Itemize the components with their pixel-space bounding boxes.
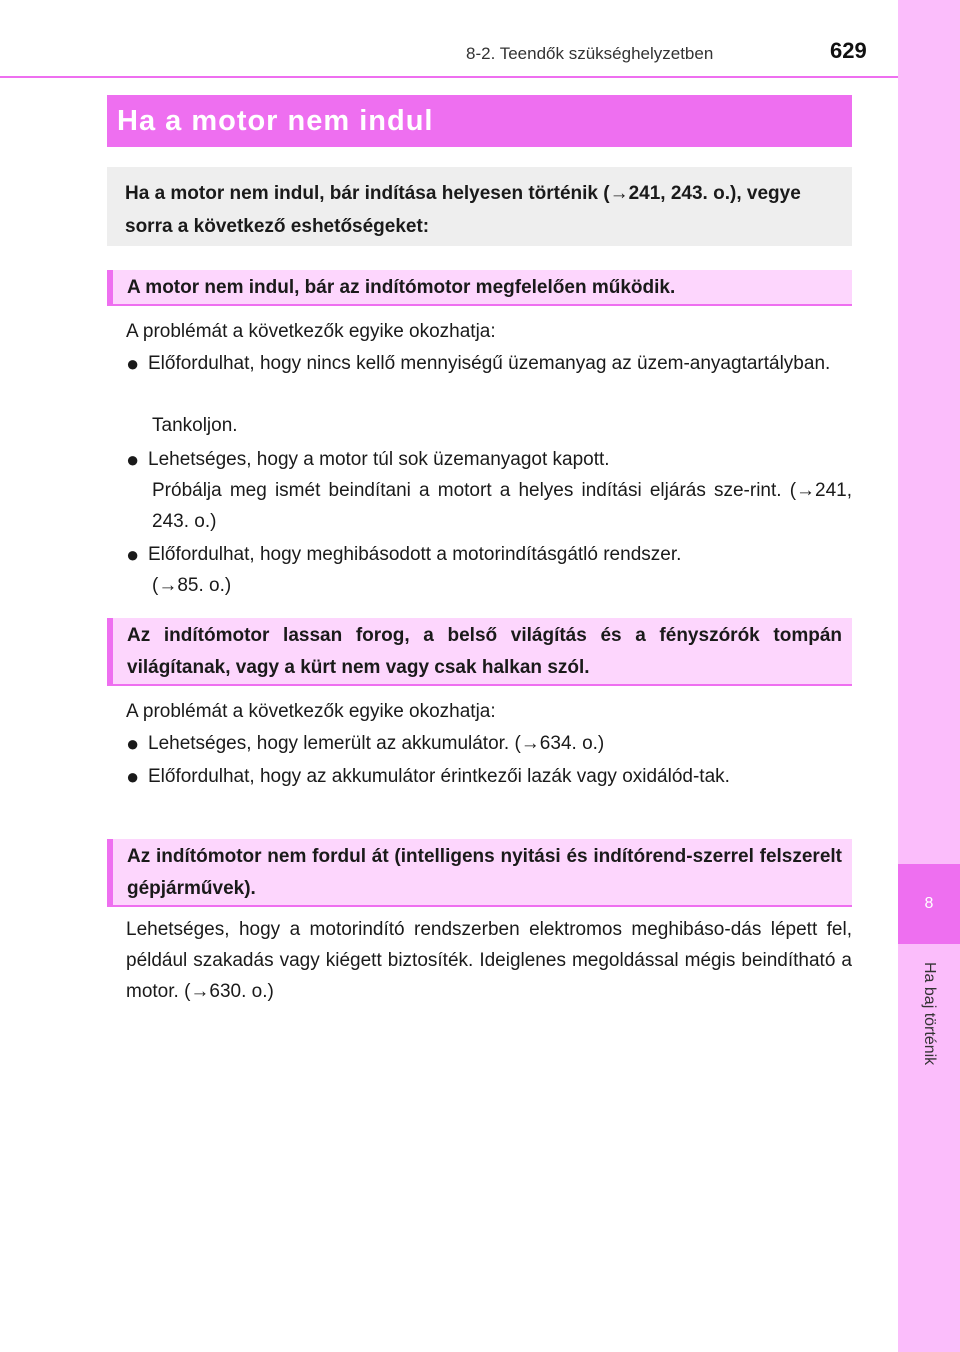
list-item (126, 761, 852, 792)
list-item-continuation: Próbálja meg ismét beindítani a motort a helyes indítási eljárás sze-rint. (→241, 243. o.) (152, 480, 852, 532)
list-item-text: Lehetséges, hogy a motor túl sok üzemanyagot kapott. (148, 449, 610, 470)
bullet-icon: ● (126, 731, 140, 756)
list-item-text: Előfordulhat, hogy az akkumulátor érintkezői lazák vagy oxidálód-tak. (148, 766, 730, 787)
page-number: 629 (830, 38, 867, 63)
intro-text: Ha a motor nem indul, bár indítása helyesen történik (→241, 243. o.), vegye sorra a következő eshetőségeket: (125, 183, 801, 237)
list-item (126, 539, 852, 570)
list-item (126, 728, 852, 759)
list-item (126, 348, 852, 379)
list-item (126, 444, 852, 475)
chapter-label-container (900, 962, 958, 1102)
list-item-text: Előfordulhat, hogy nincs kellő mennyiségű üzemanyag az üzem-anyagtartályban. (148, 353, 831, 374)
list-item-text: Előfordulhat, hogy meghibásodott a motorindításgátló rendszer. (148, 544, 682, 565)
page-title-text: Ha a motor nem indul (117, 104, 434, 137)
section-3-body: Lehetséges, hogy a motorindító rendszerben elektromos meghibáso-dás lépett fel, például szakadás vagy kiégett biztosíték. Ideiglenes megoldással mégis beindítható a motor. (→630. o.) (126, 919, 852, 1002)
list-item-continuation: Tankoljon. (152, 415, 238, 436)
side-tab (898, 0, 960, 1352)
section-2-heading-text: Az indítómotor lassan forog, a belső világítás és a fényszórók tompán világítanak, vagy a kürt nem vagy csak halkan szól. (127, 625, 842, 678)
section-2-lead: A problémát a következők egyike okozhatja: (126, 701, 496, 722)
chapter-number-badge (898, 864, 960, 944)
list-item-continuation: (→85. o.) (152, 575, 232, 596)
list-item-text: Lehetséges, hogy lemerült az akkumulátor. (→634. o.) (148, 733, 605, 754)
section-1-heading (107, 270, 852, 306)
section-2-heading (107, 618, 852, 686)
bullet-icon: ● (126, 351, 140, 376)
intro-box (107, 167, 852, 246)
section-1-heading-text: A motor nem indul, bár az indítómotor megfelelően működik. (127, 277, 676, 298)
section-3-heading-text: Az indítómotor nem fordul át (intelligens nyitási és indítórend-szerrel felszerelt gépjárművek). (127, 846, 842, 899)
bullet-icon: ● (126, 542, 140, 567)
header-divider (0, 76, 898, 78)
section-3-heading (107, 839, 852, 907)
bullet-icon: ● (126, 447, 140, 472)
page-title (107, 95, 852, 147)
header-section-title: 8-2. Teendők szükséghelyzetben (466, 44, 714, 63)
chapter-number: 8 (924, 895, 934, 912)
bullet-icon: ● (126, 764, 140, 789)
chapter-label: Ha baj történik (921, 962, 938, 1066)
section-1-lead: A problémát a következők egyike okozhatja: (126, 321, 496, 342)
